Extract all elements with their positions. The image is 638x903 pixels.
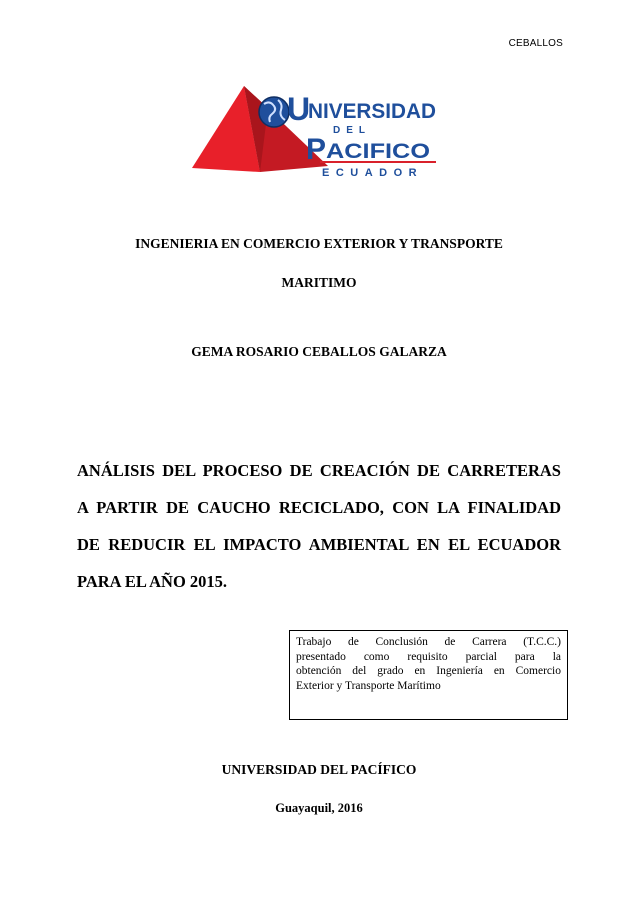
logo-pacifico-rest: ACIFICO	[326, 140, 430, 163]
thesis-title-line: ANÁLISIS DEL PROCESO DE CREACIÓN DE CARRETERAS	[77, 461, 561, 480]
thesis-title-line: DE REDUCIR EL IMPACTO AMBIENTAL EN EL ECUADOR	[77, 535, 561, 554]
header-author-label: CEBALLOS	[508, 38, 563, 49]
logo-universidad-initial: U	[287, 91, 311, 127]
logo-pacifico-initial: P	[306, 133, 327, 166]
author-name: GEMA ROSARIO CEBALLOS GALARZA	[191, 344, 447, 359]
logo-ecuador: ECUADOR	[322, 167, 424, 179]
logo-universidad-rest: NIVERSIDAD	[308, 100, 436, 123]
tcc-description-line: presentado como requisito parcial para la	[296, 650, 561, 663]
program-name-line1: INGENIERIA EN COMERCIO EXTERIOR Y TRANSPORTE	[135, 236, 503, 251]
university-logo	[188, 80, 448, 180]
logo-del: DEL	[333, 125, 371, 136]
thesis-title	[77, 452, 561, 600]
university-name: UNIVERSIDAD DEL PACÍFICO	[221, 762, 417, 777]
tcc-description-line: Trabajo de Conclusión de Carrera (T.C.C.)	[296, 636, 561, 648]
tcc-description-line: Exterior y Transporte Marítimo	[296, 679, 441, 692]
tcc-description-line: obtención del grado en Ingeniería en Comercio	[296, 665, 561, 677]
place-and-year: Guayaquil, 2016	[275, 801, 363, 815]
thesis-title-line: PARA EL AÑO 2015.	[77, 572, 228, 591]
program-name-line2: MARITIMO	[281, 275, 357, 290]
tcc-description-box	[289, 630, 568, 720]
thesis-title-line: A PARTIR DE CAUCHO RECICLADO, CON LA FINALIDAD	[77, 498, 561, 517]
globe-icon	[259, 97, 289, 127]
